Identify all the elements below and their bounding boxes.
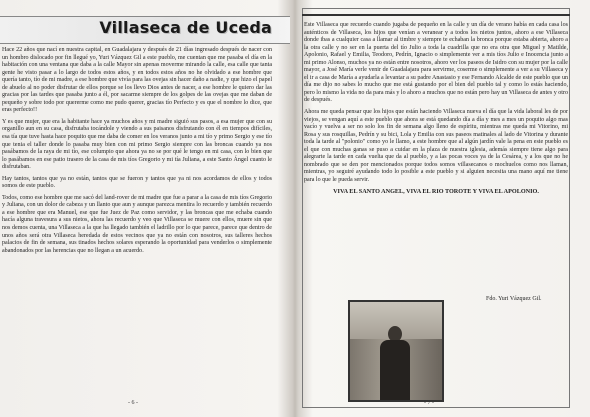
left-paragraph: Hay tantos, tantos que ya no están, tantos que se fueron y tantos que ya ni nos acordamos de ellos y todos somos de este pueblo. bbox=[2, 175, 272, 190]
left-page bbox=[0, 0, 292, 417]
author-signature: Fdo. Yuri Vázquez Gil. bbox=[486, 296, 542, 302]
author-photo bbox=[348, 300, 444, 402]
page-number: - 6 - bbox=[128, 400, 138, 406]
right-paragraph: Ahora me queda pensar que los hijos que están haciendo Villaseca nueva el día que la vida laboral les de por viejos, se vengan aquí a este pueblo que ahora se está quedando día a día y mes a mes un poquito algo mas vacío y vuelva a ser no solo los fin de semana algo lleno de espíritu, mientras me queda mi Vitorino, mi Rosa y sus rosquillas, Pedrín y su bici, Lola y Emilia con sus paseos matinales al lado de Vitorina y durante toda la tarde al "polonio" como yo le llamo, a este hombre que al algún jardín vale la pena en este pueblo es el que con muchas ganas se puso a cuidar en la plaza de nuestra iglesia, además siempre tiene algo para alegrarte la tarde en cada vuelta que da al pueblo, y a las pocas voces ya de la Cesárea, y a los que no he nombrado que se den por mencionados porque todos somos villasecanos o mochuelos como nos llaman, mientras, yo seguiré ayudando todo lo posible a este pueblo y si alguien necesita una mano aquí me tiene para lo que le pueda servir. bbox=[304, 109, 568, 183]
header-rule bbox=[302, 14, 570, 16]
right-page bbox=[298, 0, 590, 417]
right-article-column bbox=[304, 22, 568, 202]
closing-slogan: VIVA EL SANTO ANGEL, VIVA EL RIO TOROTE Y VIVA EL APOLONIO. bbox=[333, 188, 539, 196]
page-title: Villaseca de Uceda bbox=[99, 18, 272, 37]
left-article-column bbox=[2, 47, 272, 259]
title-banner bbox=[0, 16, 290, 44]
left-paragraph: Y es que mujer, que era la habitante hace ya muchos años y mi madre siguió sus pasos, a esa mujer que con su organillo aun en su casa, disfrutaba tocándole y viendo a sus paisanos disfrutando con él en tiempos difíciles, esa tía que tuve hasta hace poquito que me daba de comer en los veranos junto a mi tío y primo Sergio y ese tío que tenia el taller donde lo pasaba muy bien con mi primo Sergio siempre con las broncas cuando ya nos pasábamos de la raya de mi tío, ese columpio que ahora ya no se por qué le tengo en mi casa, con lo bien que lo pasábamos en ese patio trasero de la casa de mis tíos Gregorio y mi tía Juliana, a este Santo Ángel cuanto le disfrutaban. bbox=[2, 118, 272, 171]
left-paragraph: Todos, como ese hombre que me sacó del land-rover de mi madre que fue a parar a la casa de mis tíos Gregorio y Juliana, con un dolor de cabeza y un llanto que aun y aunque parezca mentira lo recuerdo y también recuerdo a ese hombre que era Manuel, ese que fue Juez de Paz como servidor, y las broncas que me echaba cuando hacía alguna travesura a sus nietos, ahora las recuerdo y veo que Villaseca se muere con ellos, muere sin que nos demos cuenta, una Villaseca a la que ha llegado también el ladrillo por lo que parece, parece que dentro de unos años será otra Villaseca heredada de estos vecinos que ya no están con nosotros, sus talleres hechos palacios de fin de semana, sus tinados hechos solares esperando la oportunidad para venderlos o simplemente abandonados por las herencias que no llegan a un acuerdo. bbox=[2, 194, 272, 254]
person-body bbox=[380, 340, 410, 400]
left-paragraph: Hace 22 años que nací en nuestra capital, en Guadalajara y después de 21 días ingresado después de nacer con un hombro dislocado por fin llegué yo, Yuri Vázquez Gil a este pueblo, me cuentan que me pasaba el día en la habitación con una ventana que daba a la calle Mayor sin apenas moverme mirando la calle, esa calle que tanta gente he visto pasar a lo largo de todos estos años, y en todos estos años no he olvidado a ese hombre que quería tanto, tío de mi madre, a ese hombre que vivía para las ovejas sin hacer daño a nadie, y que hizo el papel de abuelo al no poder disfrutar de ellos porque se los llevo Dios antes de nacer, a ese hombre le quiero dar las gracias por las tardes que pasaba junto a él, por sacarme siempre de los golpes de las ovejas que me daban de pequeño y sobre todo por quererme como me pudo querer, gracias tío Perfecto y es que el nombre lo dice, que eras perfecto!! bbox=[2, 47, 272, 114]
page-number: - 7 - bbox=[424, 400, 434, 406]
right-paragraph: Este Villaseca que recuerdo cuando jugaba de pequeño en la calle y un día de verano había en cada casa los auténticos de Villaseca, los hijos que venían a veranear y a todos los nietos juntos, ahoro a ese Villaseca donde ibas a cualquier casa a llamar al timbre y siempre te echaban la bronca porque estaba abierta, ahoro a la otra calle y no ser en la puerta del tío Julio a toda la cuadrilla que no era otra que Miguel y Matilde, Apolonio, Rafael y Emilia, Teodoro, Pedrín, Ignacio o simplemente ver a mis tíos Julio e Inocencia junto a mi primo Alonso, muchos ya no están entre nosotros, ahoro ver los paseos de Isidro con su mujer por la calle mayor, a José María verle venir de Guadalajara para servirme, coserme o simplemente a ver a su Villaseca y el ir a casa de María a ayudarla a levantar a su padre Anastasio y ese Fernando Alcalde de este pueblo que un día me dijo no sabes lo mucho que me está gustando por el bien del pueblo tal y como lo estás haciendo, pero lo mismo la vida no da para más y lo ahoro a muchos que no están pero hay un Villaseca de antes y otro de después. bbox=[304, 22, 568, 104]
